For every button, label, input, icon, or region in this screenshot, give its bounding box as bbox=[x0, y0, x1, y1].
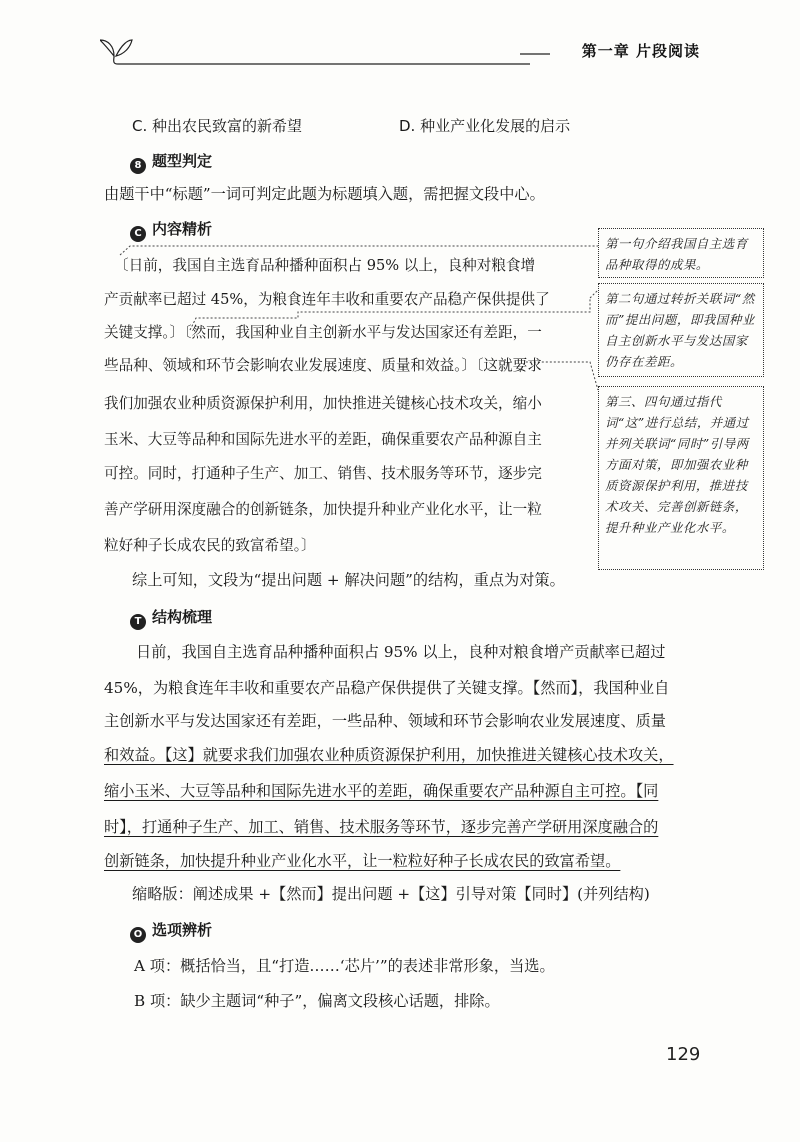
passage-line: 玉米、大豆等品种和国际先进水平的差距，确保重要农产品种源自主 bbox=[104, 431, 542, 448]
structure-line: 日前，我国自主选育品种播种面积占 95% 以上，良种对粮食增产贡献率已超过 bbox=[136, 643, 666, 661]
passage-line: 可控。同时，打通种子生产、加工、销售、技术服务等环节，逐步完 bbox=[104, 465, 542, 482]
section-option-analysis bbox=[132, 919, 212, 943]
annotation-note-2: 第二句通过转折关联词“然而”提出问题，即我国种业自主创新水平与发达国家仍存在差距。 bbox=[598, 283, 764, 377]
passage-line: 产贡献率已超过 45%，为粮食连年丰收和重要农产品稳产保供提供了 bbox=[104, 291, 550, 308]
type-judge-text: 由题干中“标题”一词可判定此题为标题填入题，需把握文段中心。 bbox=[104, 185, 545, 203]
summary-text: 综上可知，文段为“提出问题 + 解决问题”的结构，重点为对策。 bbox=[132, 571, 565, 589]
brief-text: 缩略版：阐述成果 +【然而】提出问题 +【这】引导对策【同时】(并列结构) bbox=[132, 885, 650, 903]
passage-line: 〔日前，我国自主选育品种播种面积占 95% 以上，良种对粮食增 bbox=[114, 257, 536, 274]
section-structure bbox=[132, 606, 212, 630]
passage-line: 善产学研用深度融合的创新链条，加快提升种业产业化水平，让一粒 bbox=[104, 501, 542, 518]
section-badge-icon: 8 bbox=[130, 158, 146, 174]
structure-line-underlined: 创新链条，加快提升种业产业化水平，让一粒粒好种子长成农民的致富希望。 bbox=[104, 852, 621, 870]
structure-line-underlined: 时】，打通种子生产、加工、销售、技术服务等环节，逐步完善产学研用深度融合的 bbox=[104, 818, 659, 836]
option-analysis-a: A 项：概括恰当，且“打造……‘芯片’”的表述非常形象，当选。 bbox=[134, 957, 555, 975]
section-badge-icon: O bbox=[130, 927, 146, 943]
section-title: 题型判定 bbox=[152, 152, 213, 170]
annotation-note-3: 第三、四句通过指代词“这”进行总结，并通过并列关联词“同时”引导两方面对策，即加强农业种质资源保护利用，推进技术攻关、完善创新链条，提升种业产业化水平。 bbox=[598, 386, 764, 570]
option-d: D. 种业产业化发展的启示 bbox=[399, 117, 571, 135]
structure-line-underlined: 缩小玉米、大豆等品种和国际先进水平的差距，确保重要农产品种源自主可控。【同 bbox=[104, 782, 659, 800]
structure-line-underlined: 和效益。【这】就要求我们加强农业种质资源保护利用，加快推进关键核心技术攻关， bbox=[104, 746, 674, 764]
structure-line: 45%，为粮食连年丰收和重要农产品稳产保供提供了关键支撑。【然而】，我国种业自 bbox=[104, 679, 670, 697]
option-analysis-b: B 项：缺少主题词“种子”，偏离文段核心话题，排除。 bbox=[134, 992, 500, 1010]
chapter-title: 第一章 片段阅读 bbox=[576, 40, 700, 61]
structure-line: 主创新水平与发达国家还有差距，一些品种、领域和环节会影响农业发展速度、质量 bbox=[104, 712, 666, 730]
annotation-note-1: 第一句介绍我国自主选育品种取得的成果。 bbox=[598, 228, 764, 278]
option-c: C. 种出农民致富的新希望 bbox=[132, 117, 303, 135]
passage-line: 些品种、领域和环节会影响农业发展速度、质量和效益。〕〔这就要求 bbox=[104, 357, 542, 374]
section-badge-icon: T bbox=[130, 614, 146, 630]
section-title: 内容精析 bbox=[152, 220, 213, 238]
page-number: 129 bbox=[666, 1044, 701, 1065]
section-title: 选项辨析 bbox=[152, 921, 213, 939]
section-title: 结构梳理 bbox=[152, 608, 213, 626]
passage-line: 关键支撑。〕〔然而，我国种业自主创新水平与发达国家还有差距，一 bbox=[104, 324, 542, 341]
section-badge-icon: C bbox=[130, 226, 146, 242]
passage-line: 我们加强农业种质资源保护利用，加快推进关键核心技术攻关，缩小 bbox=[104, 395, 542, 412]
passage-line: 粒好种子长成农民的致富希望。〕 bbox=[104, 537, 316, 554]
